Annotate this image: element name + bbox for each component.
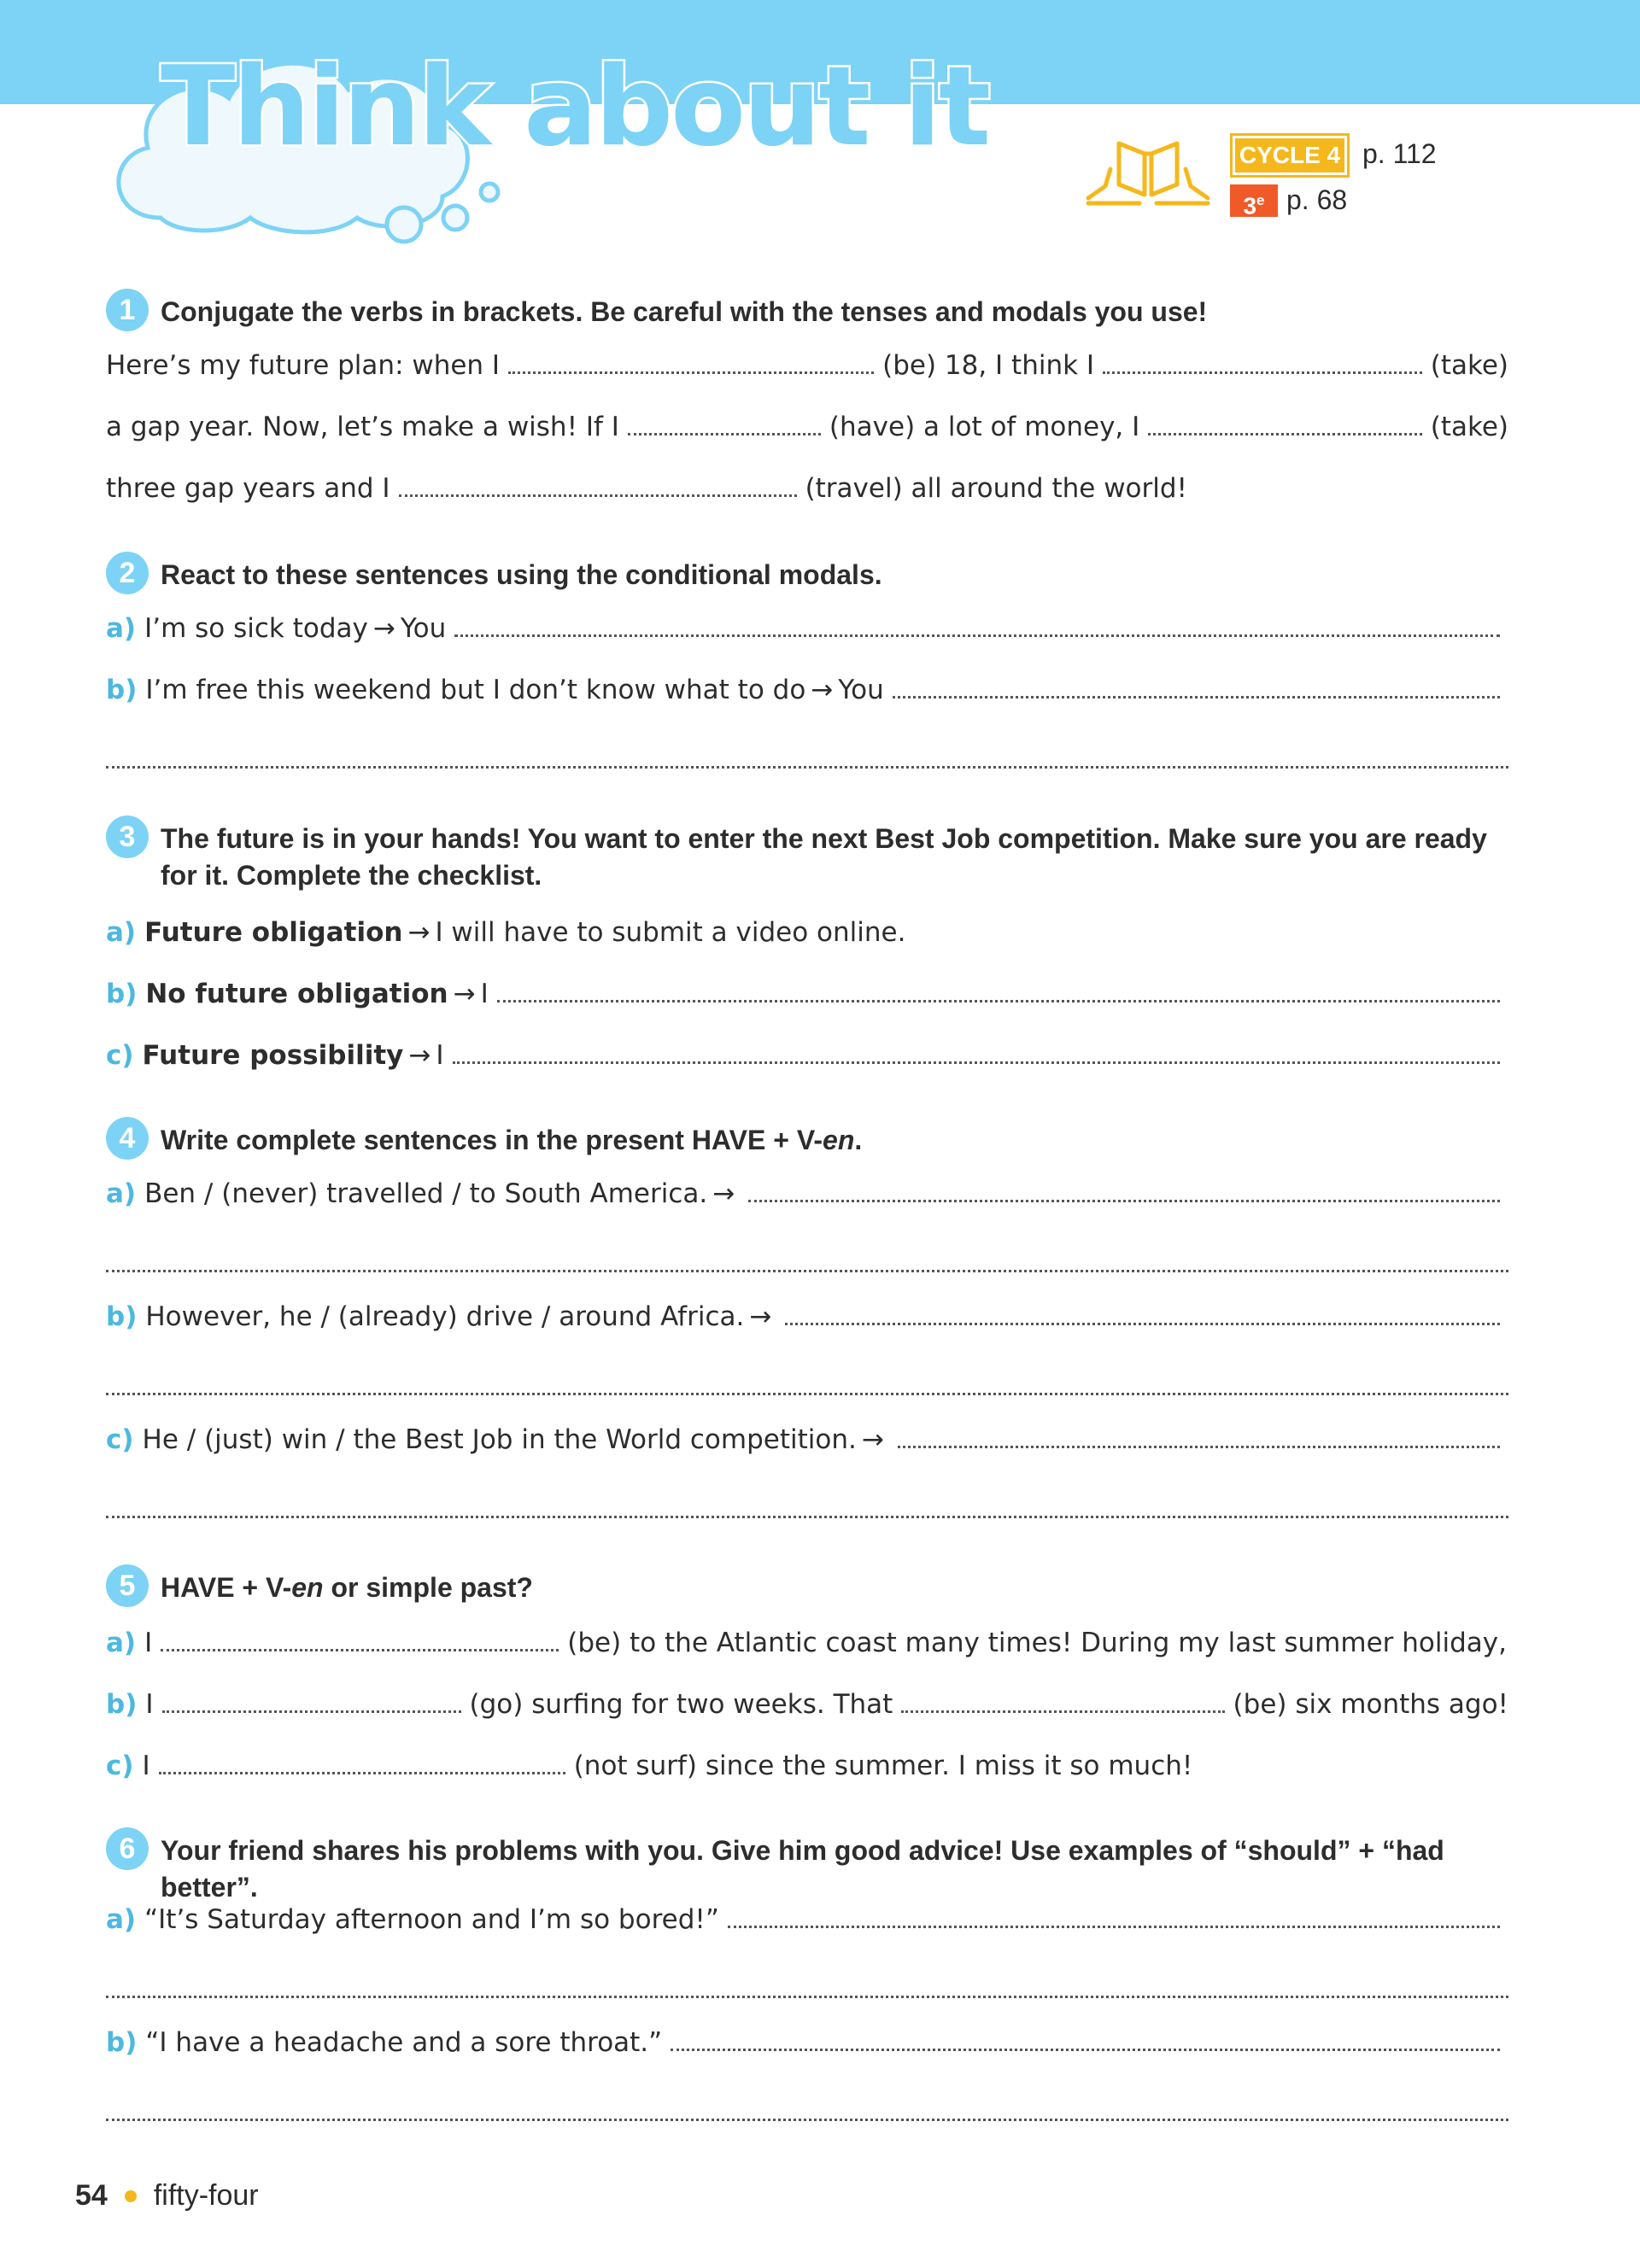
answer-blank[interactable] (785, 1318, 1500, 1325)
answer-blank[interactable] (728, 1920, 1500, 1928)
answer-line[interactable] (106, 2084, 1508, 2121)
answer-blank[interactable] (454, 629, 1500, 637)
ex1-line-3: three gap years and I (travel) all around the world! (106, 473, 1187, 504)
exercise-number: 5 (106, 1564, 149, 1607)
ex3-item-a: a) Future obligation → I will have to submit a video online. (106, 917, 906, 948)
ex1-line-1: Here’s my future plan: when I (be) 18, I think I (take) (106, 350, 1508, 381)
open-book-hands-icon (1085, 135, 1211, 207)
exercise-instruction: Write complete sentences in the present HAVE + V-en. (161, 1125, 863, 1155)
answer-blank[interactable] (159, 1767, 565, 1774)
ex5-item-c: c) I (not surf) since the summer. I miss it so much! (106, 1751, 1193, 1781)
answer-blank[interactable] (399, 489, 797, 497)
reference-box (1085, 128, 1444, 231)
page-title: Think about it (161, 44, 988, 171)
exercise-number: 6 (106, 1827, 149, 1870)
ex4-item-c: c) He / (just) win / the Best Job in the World competition. → (106, 1424, 1508, 1462)
page-footer (75, 2179, 259, 2212)
exercise-instruction: Your friend shares his problems with you. Give him good advice! Use examples of “should” + “had better”. (161, 1835, 1444, 1903)
ex3-item-c: c) Future possibility → I (106, 1040, 1508, 1078)
cycle-page-ref: p. 112 (1362, 138, 1437, 169)
answer-blank[interactable] (497, 995, 1500, 1002)
ex1-line-2: a gap year. Now, let’s make a wish! If I (have) a lot of money, I (take) (106, 412, 1508, 442)
exercise-instruction: Conjugate the verbs in brackets. Be careful with the tenses and modals you use! (161, 296, 1208, 327)
ex6-item-a: a) “It’s Saturday afternoon and I’m so bored!” (106, 1904, 1508, 1942)
answer-blank[interactable] (628, 428, 821, 435)
ex5-item-b: b) I (go) surfing for two weeks. That (be) six months ago! (106, 1689, 1508, 1720)
ex5-item-a: a) I (be) to the Atlantic coast many times! During my last summer holiday, (106, 1628, 1507, 1658)
answer-blank[interactable] (893, 691, 1500, 699)
cycle-badge: CYCLE 4 (1230, 133, 1350, 178)
answer-blank[interactable] (671, 2043, 1500, 2051)
answer-line[interactable] (106, 1481, 1508, 1518)
ex4-item-b: b) However, he / (already) drive / around Africa. → (106, 1301, 1508, 1339)
ex4-item-a: a) Ben / (never) travelled / to South America. → (106, 1178, 1508, 1216)
ex3-item-b: b) No future obligation → I (106, 979, 1508, 1016)
answer-blank[interactable] (508, 366, 874, 374)
exercise-number: 4 (106, 1117, 149, 1160)
answer-line[interactable] (106, 1358, 1508, 1395)
answer-blank[interactable] (162, 1705, 461, 1713)
answer-line[interactable] (106, 731, 1508, 769)
answer-blank[interactable] (453, 1056, 1501, 1064)
exercise-instruction: React to these sentences using the conditional modals. (161, 559, 882, 590)
ex6-item-b: b) “I have a headache and a sore throat.” (106, 2027, 1508, 2065)
answer-blank[interactable] (748, 1195, 1500, 1202)
answer-line[interactable] (106, 1961, 1508, 1998)
level-page-ref: p. 68 (1286, 184, 1348, 215)
page-word: fifty-four (153, 2179, 259, 2212)
exercise-instruction: HAVE + V-en or simple past? (161, 1572, 533, 1603)
exercise-number: 1 (106, 289, 149, 331)
ex2-item-b: b) I’m free this weekend but I don’t know what to do → You (106, 675, 1508, 712)
answer-blank[interactable] (1148, 428, 1421, 435)
exercise-instruction: The future is in your hands! You want to enter the next Best Job competition. Make sure you are ready for it. Complete the checklist. (161, 823, 1487, 891)
exercise-number: 3 (106, 815, 149, 858)
answer-blank[interactable] (901, 1705, 1224, 1713)
ex2-item-a: a) I’m so sick today → You (106, 613, 1508, 651)
answer-blank[interactable] (161, 1644, 559, 1651)
answer-blank[interactable] (1103, 366, 1422, 374)
answer-blank[interactable] (898, 1441, 1500, 1448)
exercise-number: 2 (106, 552, 149, 594)
answer-line[interactable] (106, 1235, 1508, 1272)
bullet-dot-icon (125, 2190, 137, 2202)
level-badge: 3e (1230, 184, 1278, 217)
page-number: 54 (75, 2179, 108, 2212)
